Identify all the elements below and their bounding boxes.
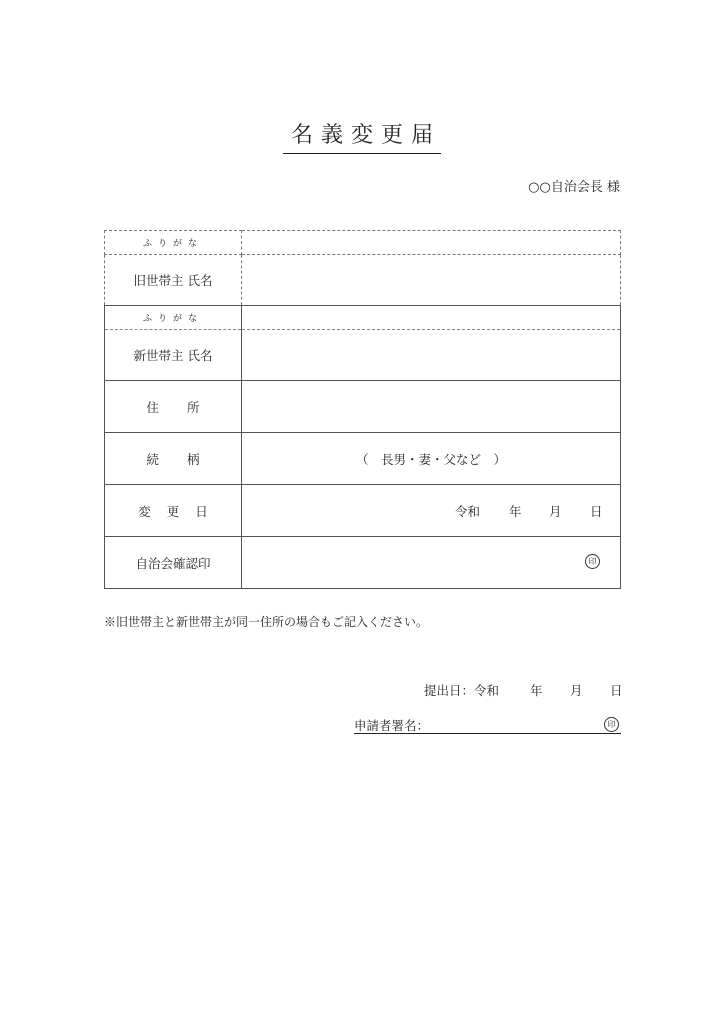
new-furigana-label: ふりがな bbox=[105, 306, 242, 330]
confirm-seal-row bbox=[105, 537, 621, 589]
change-form-table bbox=[104, 230, 621, 589]
note-text: ※旧世帯主と新世帯主が同一住所の場合もご記入ください。 bbox=[104, 615, 429, 629]
address-label: 住所 bbox=[105, 381, 242, 433]
title-text: 名義変更届 bbox=[283, 118, 441, 154]
submission-day-label: 日 bbox=[610, 683, 623, 698]
change-date-field[interactable] bbox=[242, 485, 621, 537]
relationship-label: 続柄 bbox=[105, 433, 242, 485]
seal-mark-icon: 印 bbox=[585, 554, 600, 569]
old-furigana-row bbox=[105, 231, 621, 255]
new-head-name-label: 新世帯主 氏名 bbox=[105, 330, 242, 381]
submission-year-label: 年 bbox=[530, 683, 543, 698]
new-head-name-field[interactable] bbox=[242, 330, 621, 381]
change-date-month-label: 月 bbox=[549, 504, 562, 519]
change-date-row bbox=[105, 485, 621, 537]
old-head-name-label: 旧世帯主 氏名 bbox=[105, 255, 242, 306]
submission-date-label: 提出日：令和 bbox=[424, 683, 500, 698]
old-name-row bbox=[105, 255, 621, 306]
address-field[interactable] bbox=[242, 381, 621, 433]
change-date-era: 令和 bbox=[455, 504, 481, 519]
new-name-row bbox=[105, 330, 621, 381]
address-row bbox=[105, 381, 621, 433]
signature-seal-icon: 印 bbox=[604, 717, 619, 732]
old-furigana-label: ふりがな bbox=[105, 231, 242, 255]
document-title bbox=[0, 118, 724, 154]
addressee: ○○自治会長 様 bbox=[528, 180, 620, 195]
change-date-year-label: 年 bbox=[509, 504, 522, 519]
relationship-field[interactable]: （ 長男・妻・父など ） bbox=[242, 433, 621, 485]
signature-line[interactable] bbox=[354, 715, 621, 734]
old-furigana-field[interactable] bbox=[242, 231, 621, 255]
new-furigana-row bbox=[105, 306, 621, 330]
confirm-seal-field[interactable] bbox=[242, 537, 621, 589]
confirm-seal-label: 自治会確認印 bbox=[105, 537, 242, 589]
signature-label: 申請者署名： bbox=[354, 718, 430, 733]
old-head-name-field[interactable] bbox=[242, 255, 621, 306]
change-date-label: 変更日 bbox=[105, 485, 242, 537]
submission-month-label: 月 bbox=[570, 683, 583, 698]
new-furigana-field[interactable] bbox=[242, 306, 621, 330]
change-date-day-label: 日 bbox=[590, 504, 603, 519]
relationship-row bbox=[105, 433, 621, 485]
